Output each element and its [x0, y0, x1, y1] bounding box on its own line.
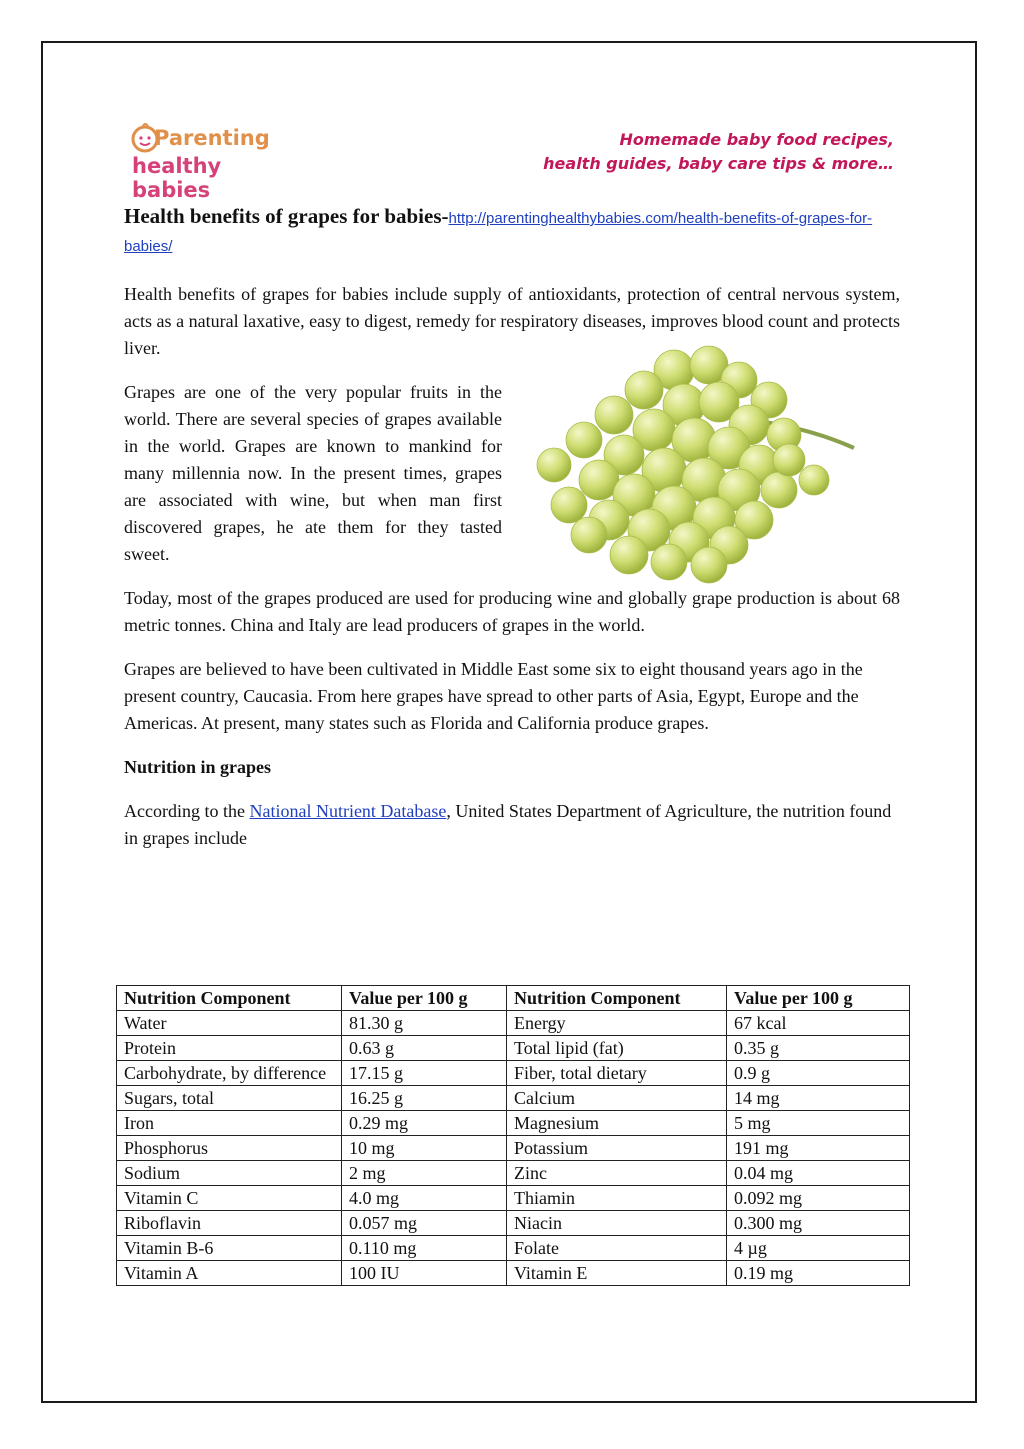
- source-prefix: According to the: [124, 801, 250, 821]
- grape: [799, 465, 829, 495]
- article-url-link[interactable]: http://parentinghealthybabies.com/health-benefits-of-grapes-for-babies/: [124, 210, 873, 255]
- nutrient-name-cell: Thiamin: [507, 1186, 727, 1211]
- nutrient-value-cell: 0.35 g: [727, 1036, 910, 1061]
- nutrient-name-cell: Vitamin E: [507, 1261, 727, 1286]
- grape: [537, 448, 571, 482]
- nutrient-value-cell: 0.19 mg: [727, 1261, 910, 1286]
- nutrient-value-cell: 14 mg: [727, 1086, 910, 1111]
- header-value-2: Value per 100 g: [727, 986, 910, 1011]
- nutrient-value-cell: 4.0 mg: [342, 1186, 507, 1211]
- table-row: [117, 1011, 910, 1036]
- nutrient-value-cell: 81.30 g: [342, 1011, 507, 1036]
- nutrient-value-cell: 0.63 g: [342, 1036, 507, 1061]
- nutrient-name-cell: Vitamin C: [117, 1186, 342, 1211]
- table-row: [117, 1061, 910, 1086]
- grape: [625, 371, 663, 409]
- nutrient-value-cell: 100 IU: [342, 1261, 507, 1286]
- site-tagline: [543, 128, 894, 176]
- nutrient-name-cell: Potassium: [507, 1136, 727, 1161]
- article-title: Health benefits of grapes for babies-: [124, 204, 449, 228]
- green-grapes-image: [524, 330, 874, 585]
- grape: [691, 547, 727, 583]
- nutrient-name-cell: Vitamin A: [117, 1261, 342, 1286]
- grape: [551, 487, 587, 523]
- parenting-healthy-babies-logo[interactable]: [128, 120, 288, 202]
- nutrient-value-cell: 4 µg: [727, 1236, 910, 1261]
- grape: [773, 444, 805, 476]
- intro-text: Health benefits of grapes for babies include supply of antioxidants, protection of central nervous system, acts as a natural laxative, easy to digest, remedy for respiratory diseases, improves blood count and protects liver.: [124, 284, 900, 358]
- popular-fruit-paragraph: Grapes are one of the very popular fruits in the world. There are several species of grapes available in the world. Grapes are known to mankind for many millennia now. In the present times, grapes are associated with wine, but when man first discovered grapes, he ate them for they tasted sweet.: [124, 382, 502, 564]
- nutrient-name-cell: Riboflavin: [117, 1211, 342, 1236]
- nutrition-heading: Nutrition in grapes: [124, 757, 272, 777]
- nutrient-name-cell: Sodium: [117, 1161, 342, 1186]
- header-component-1: Nutrition Component: [117, 986, 342, 1011]
- nutrient-name-cell: Energy: [507, 1011, 727, 1036]
- nutrient-name-cell: Protein: [117, 1036, 342, 1061]
- table-header-row: [117, 986, 910, 1011]
- history-paragraph: Grapes are believed to have been cultivated in Middle East some six to eight thousand years ago in the present country, Caucasia. From here grapes have spread to other parts of Asia, Egypt, Europe and the Americas. At present, many states such as Florida and California produce grapes.: [124, 659, 863, 733]
- nutrient-name-cell: Carbohydrate, by difference: [117, 1061, 342, 1086]
- nutrient-value-cell: 67 kcal: [727, 1011, 910, 1036]
- tagline-line-2: health guides, baby care tips & more…: [543, 154, 894, 173]
- header-value-1: Value per 100 g: [342, 986, 507, 1011]
- logo-word-parenting: Parenting: [154, 126, 270, 150]
- nutrient-name-cell: Phosphorus: [117, 1136, 342, 1161]
- grape: [761, 472, 797, 508]
- nutrient-value-cell: 0.04 mg: [727, 1161, 910, 1186]
- grape: [571, 517, 607, 553]
- nutrient-name-cell: Magnesium: [507, 1111, 727, 1136]
- table-row: [117, 1086, 910, 1111]
- nutrition-table: [116, 985, 910, 1286]
- header: [128, 120, 908, 202]
- nutrient-value-cell: 0.092 mg: [727, 1186, 910, 1211]
- table-row: [117, 1211, 910, 1236]
- national-nutrient-database-link[interactable]: National Nutrient Database: [249, 801, 447, 821]
- nutrient-value-cell: 16.25 g: [342, 1086, 507, 1111]
- nutrient-name-cell: Fiber, total dietary: [507, 1061, 727, 1086]
- source-suffix: , United States Department of Agriculture, the nutrition found in grapes include: [124, 801, 892, 848]
- nutrient-value-cell: 0.110 mg: [342, 1236, 507, 1261]
- nutrient-name-cell: Calcium: [507, 1086, 727, 1111]
- grape: [595, 396, 633, 434]
- source-paragraph: [124, 798, 900, 852]
- tagline-line-1: Homemade baby food recipes,: [619, 130, 894, 149]
- table-row: [117, 1186, 910, 1211]
- logo-word-healthy-babies: healthy babies: [132, 154, 222, 202]
- nutrient-name-cell: Water: [117, 1011, 342, 1036]
- nutrient-name-cell: Vitamin B-6: [117, 1236, 342, 1261]
- nutrient-name-cell: Niacin: [507, 1211, 727, 1236]
- nutrient-value-cell: 0.29 mg: [342, 1111, 507, 1136]
- table-row: [117, 1161, 910, 1186]
- nutrient-name-cell: Total lipid (fat): [507, 1036, 727, 1061]
- grape: [651, 544, 687, 580]
- table-row: [117, 1036, 910, 1061]
- table-row: [117, 1111, 910, 1136]
- nutrient-value-cell: 5 mg: [727, 1111, 910, 1136]
- table-row: [117, 1261, 910, 1286]
- nutrient-name-cell: Iron: [117, 1111, 342, 1136]
- grape: [610, 536, 648, 574]
- article-heading: [124, 203, 900, 260]
- nutrient-value-cell: 0.9 g: [727, 1061, 910, 1086]
- header-component-2: Nutrition Component: [507, 986, 727, 1011]
- table-row: [117, 1136, 910, 1161]
- nutrient-name-cell: Sugars, total: [117, 1086, 342, 1111]
- nutrient-value-cell: 17.15 g: [342, 1061, 507, 1086]
- nutrient-name-cell: Folate: [507, 1236, 727, 1261]
- nutrient-value-cell: 10 mg: [342, 1136, 507, 1161]
- production-paragraph: Today, most of the grapes produced are used for producing wine and globally grape production is about 68 metric tonnes. China and Italy are lead producers of grapes in the world.: [124, 588, 900, 635]
- nutrient-name-cell: Zinc: [507, 1161, 727, 1186]
- nutrient-value-cell: 0.057 mg: [342, 1211, 507, 1236]
- nutrient-value-cell: 2 mg: [342, 1161, 507, 1186]
- nutrient-value-cell: 0.300 mg: [727, 1211, 910, 1236]
- grape: [566, 422, 602, 458]
- table-row: [117, 1236, 910, 1261]
- nutrient-value-cell: 191 mg: [727, 1136, 910, 1161]
